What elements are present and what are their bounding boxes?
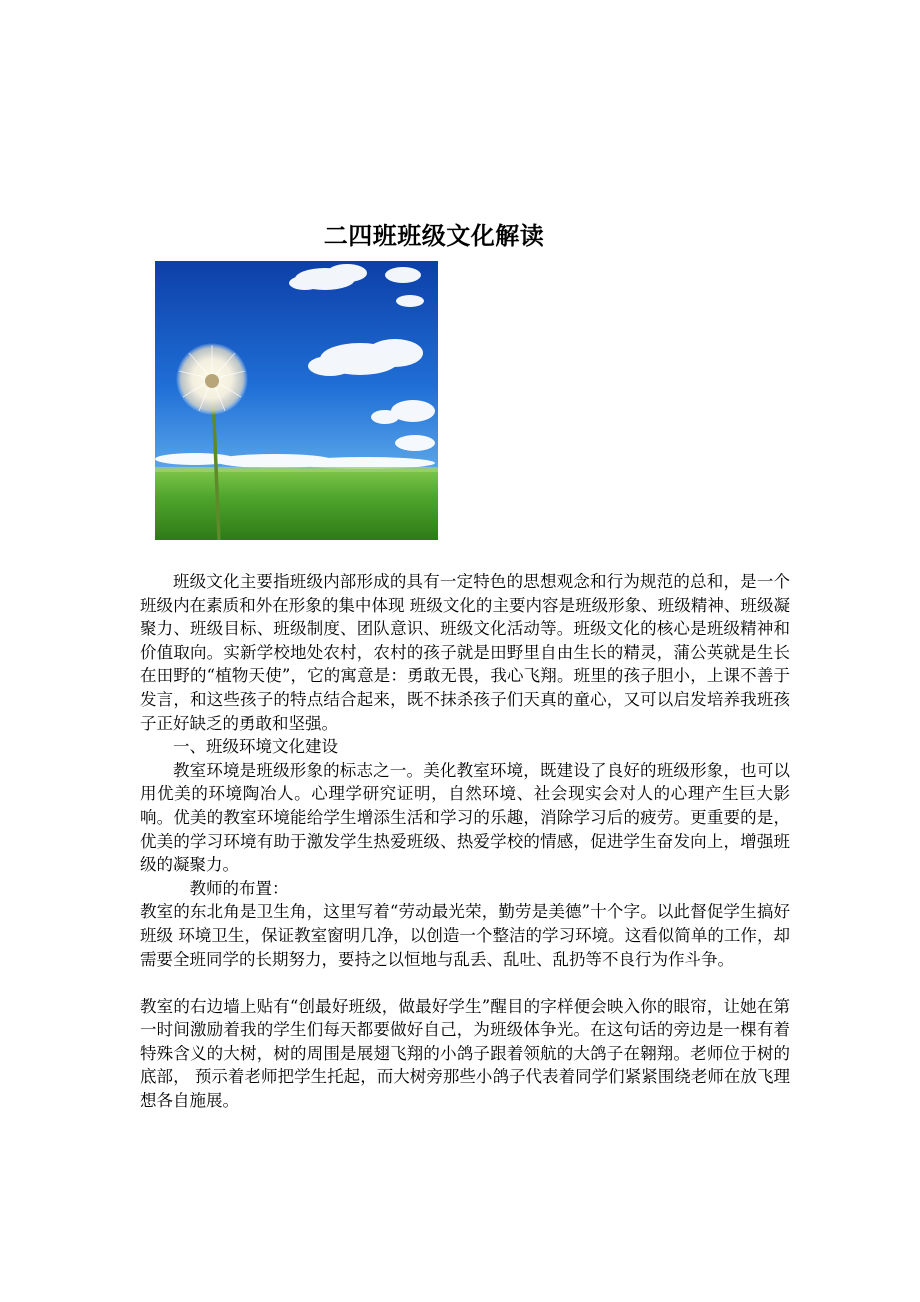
document-body [140,570,790,1113]
paragraph-right-wall: 教室的右边墙上贴有“创最好班级，做最好学生”醒目的字样便会映入你的眼帘，让她在第一时间激励着我的学生们每天都要做好自己，为班级体争光。在这句话的旁边是一棵有着特殊含义的大树，树的周围是展翅飞翔的小鸽子跟着领航的大鸽子在翱翔。老师位于树的底部， 预示着老师把学生托起，而大树旁那些小鸽子代表着同学们紧紧围绕老师在放飞理想各自施展。 [140,996,790,1111]
paragraph-environment: 教室环境是班级形象的标志之一。美化教室环境，既建设了良好的班级形象，也可以用优美的环境陶冶人。心理学研究证明，自然环境、社会现实会对人的心理产生巨大影响。优美的教室环境能给学生增添生活和学习的乐趣，消除学习后的疲劳。更重要的是，优美的学习环境有助于激发学生热爱班级、热爱学校的情感，促进学生奋发向上，增强班级的凝聚力。 [140,760,790,875]
paragraph-hygiene-corner: 教室的东北角是卫生角，这里写着“劳动最光荣，勤劳是美德”十个字。以此督促学生搞好班级 环境卫生，保证教室窗明几净，以创造一个整洁的学习环境。这看似简单的工作，却需要全班同学的长期努力，要持之以恒地与乱丢、乱吐、乱扔等不良行为作斗争。 [140,902,790,969]
document-title: 二四班班级文化解读 [323,221,545,250]
blank-line [140,971,790,995]
paragraph-intro: 班级文化主要指班级内部形成的具有一定特色的思想观念和行为规范的总和，是一个班级内在素质和外在形象的集中体现 班级文化的主要内容是班级形象、班级精神、班级凝聚力、班级目标、班级制度、团队意识、班级文化活动等。班级文化的核心是班级精神和价值取向。实新学校地处农村，农村的孩子就是田野里自由生长的精灵，蒲公英就是生长在田野的“植物天使”，它的寓意是：勇敢无畏，我心飞翔。班里的孩子胆小，上课不善于发言，和这些孩子的特点结合起来，既不抹杀孩子们天真的童心，又可以启发培养我班孩子正好缺乏的勇敢和坚强。 [140,572,790,733]
section-heading: 一、班级环境文化建设 [173,737,338,757]
dandelion-photo-icon [155,261,438,540]
subheading-teacher-layout: 教师的布置： [189,878,289,898]
